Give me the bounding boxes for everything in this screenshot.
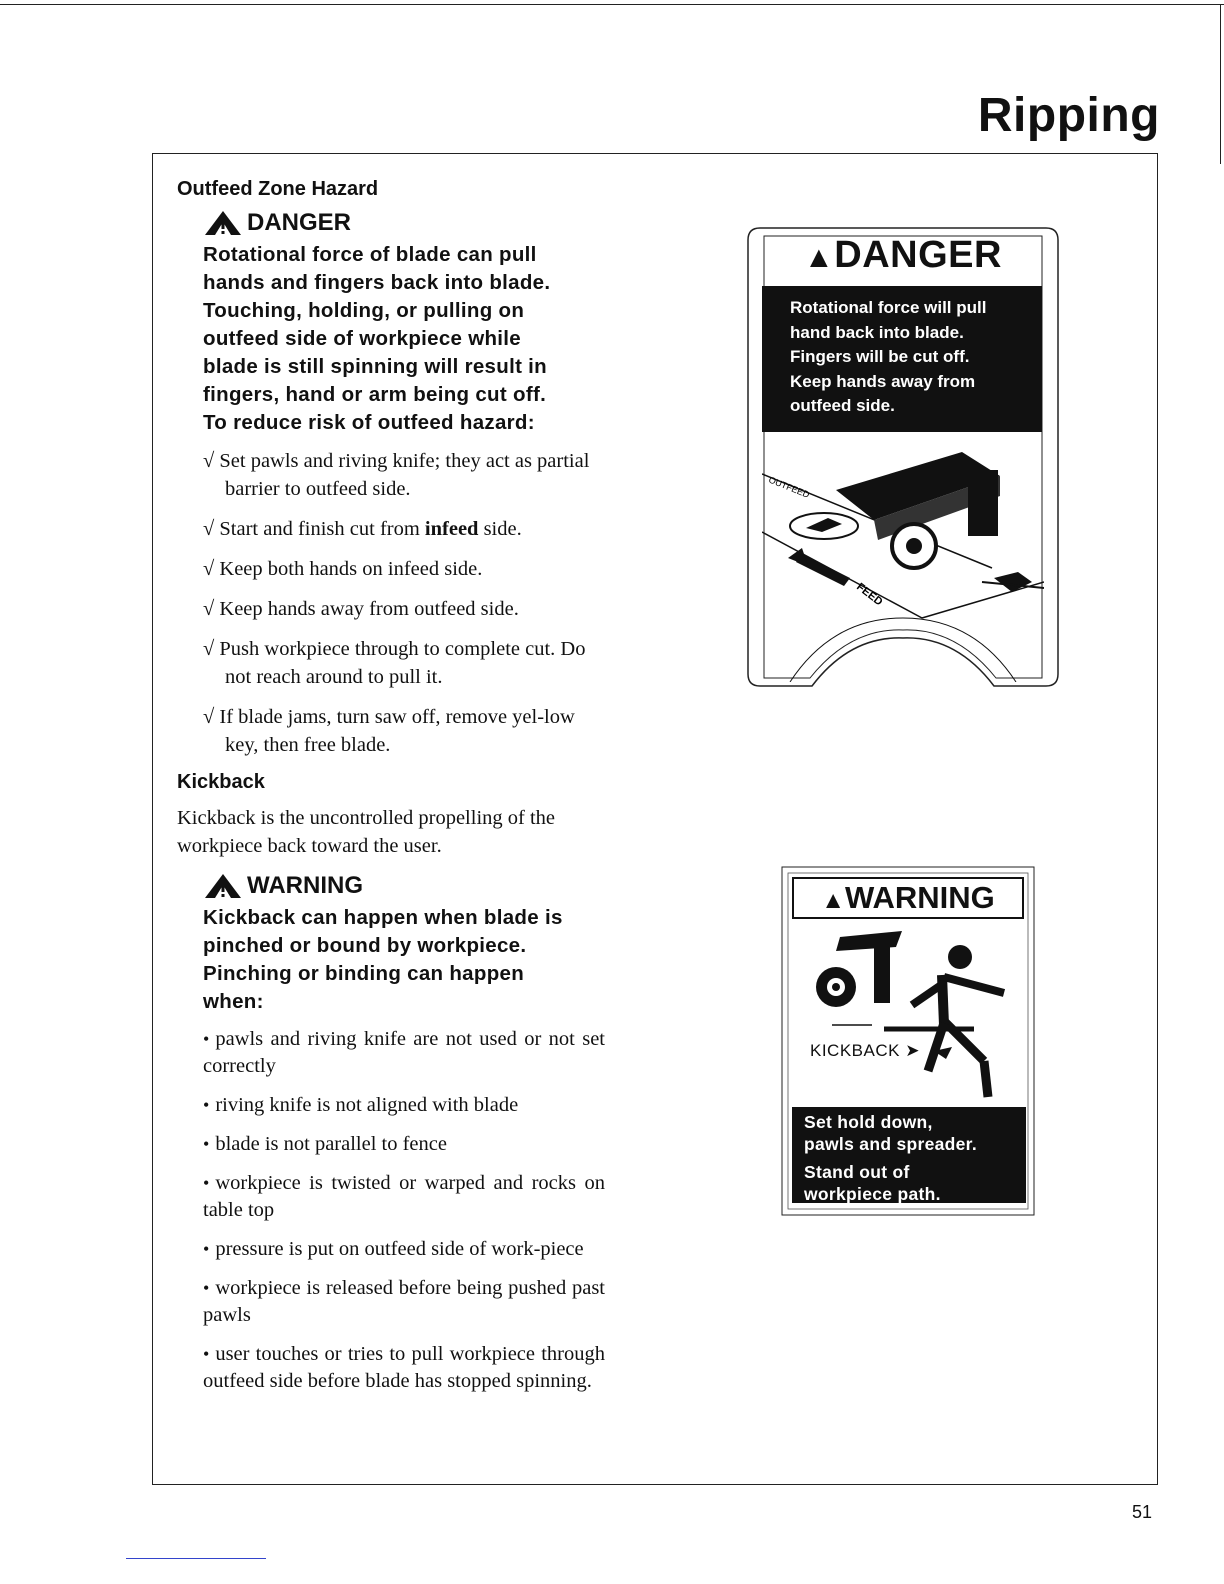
list-item bbox=[203, 703, 605, 759]
outfeed-warning-text bbox=[203, 241, 605, 437]
top-rule bbox=[0, 4, 1224, 5]
bullet: • bbox=[203, 1173, 210, 1193]
kickback-warning-text bbox=[203, 904, 605, 1016]
outfeed-warning-line: hands and fingers back into blade. bbox=[203, 271, 551, 294]
feed-art-label: FEED bbox=[854, 580, 885, 609]
kickback-art-label bbox=[810, 1041, 920, 1061]
warning-label-title bbox=[792, 877, 1024, 919]
outfeed-illustration bbox=[762, 432, 1044, 682]
list-item-text: If blade jams, turn saw off, remove yel-low key, then free blade. bbox=[219, 706, 575, 756]
alert-triangle-icon: ▲ bbox=[821, 887, 845, 914]
bullet: • bbox=[203, 1029, 210, 1049]
list-item-text: blade is not parallel to fence bbox=[215, 1133, 447, 1155]
danger-signal bbox=[203, 209, 605, 237]
danger-label-line: hand back into blade. bbox=[790, 322, 964, 342]
safety-alert-icon bbox=[203, 210, 243, 236]
outfeed-warning-line: To reduce risk of outfeed hazard: bbox=[203, 411, 535, 434]
list-item bbox=[203, 1092, 605, 1119]
outfeed-warning-line: outfeed side of workpiece while bbox=[203, 327, 522, 350]
list-item-text: Push workpiece through to complete cut. Do not reach around to pull it. bbox=[219, 638, 586, 688]
right-rule bbox=[1220, 4, 1221, 164]
warning-label-line: pawls and spreader. bbox=[804, 1134, 977, 1154]
check-mark: √ bbox=[203, 518, 215, 540]
list-item-text: pawls and riving knife are not used or not set correctly bbox=[203, 1028, 605, 1077]
kickback-warning-line: when: bbox=[203, 990, 264, 1013]
arrow-right-icon: ➤ bbox=[905, 1041, 920, 1060]
danger-label-line: outfeed side. bbox=[790, 396, 895, 415]
outfeed-art-label: OUTFEED bbox=[767, 474, 811, 500]
alert-triangle-icon: ▲ bbox=[804, 241, 835, 274]
page-number: 51 bbox=[1131, 1502, 1152, 1522]
danger-label-signal: DANGER bbox=[834, 234, 1002, 276]
warning-label-line: Set hold down, bbox=[804, 1112, 933, 1132]
kickback-warning-line: pinched or bound by workpiece. bbox=[203, 934, 527, 957]
kickback-bullets bbox=[203, 1026, 605, 1395]
list-item bbox=[203, 555, 605, 583]
list-item-text: workpiece is twisted or warped and rocks on table top bbox=[203, 1172, 605, 1221]
list-item bbox=[203, 1275, 605, 1329]
list-item-text: Keep both hands on infeed side. bbox=[219, 558, 483, 580]
outfeed-warning-line: fingers, hand or arm being cut off. bbox=[203, 383, 547, 406]
bullet: • bbox=[203, 1344, 210, 1364]
page-title: Ripping bbox=[977, 89, 1160, 142]
danger-label-title bbox=[762, 234, 1044, 277]
list-item-text: side. bbox=[478, 518, 522, 540]
list-item bbox=[203, 635, 605, 691]
kickback-warning-line: Kickback can happen when blade is bbox=[203, 906, 563, 929]
outfeed-checklist bbox=[203, 447, 605, 759]
danger-signal-word: DANGER bbox=[247, 209, 352, 236]
kickback-art-text: KICKBACK bbox=[810, 1041, 900, 1060]
list-item-text: user touches or tries to pull workpiece through outfeed side before blade has stopped spinning. bbox=[203, 1343, 605, 1392]
kickback-heading: Kickback bbox=[177, 771, 265, 793]
danger-label-line: Fingers will be cut off. bbox=[790, 347, 970, 366]
list-item bbox=[203, 1026, 605, 1080]
check-mark: √ bbox=[203, 558, 215, 580]
list-item bbox=[203, 595, 605, 623]
outfeed-warning-line: Touching, holding, or pulling on bbox=[203, 299, 525, 322]
check-mark: √ bbox=[203, 706, 215, 728]
outfeed-warning-line: blade is still spinning will result in bbox=[203, 355, 548, 378]
bullet: • bbox=[203, 1278, 210, 1298]
list-item bbox=[203, 1131, 605, 1158]
safety-alert-icon bbox=[203, 873, 243, 899]
bullet: • bbox=[203, 1134, 210, 1154]
list-item-text: pressure is put on outfeed side of work-piece bbox=[215, 1238, 584, 1260]
outfeed-heading: Outfeed Zone Hazard bbox=[177, 178, 379, 200]
list-item bbox=[203, 447, 605, 503]
danger-label-message bbox=[762, 286, 1042, 432]
list-item-text: Start and finish cut from bbox=[219, 518, 425, 540]
list-item-text: workpiece is released before being pushed past pawls bbox=[203, 1277, 605, 1326]
list-item-emphasis: infeed bbox=[424, 518, 479, 540]
warning-signal-word: WARNING bbox=[247, 872, 363, 899]
left-column bbox=[177, 178, 605, 1407]
danger-label-line: Keep hands away from bbox=[790, 371, 976, 391]
list-item-text: riving knife is not aligned with blade bbox=[215, 1094, 519, 1116]
warning-label-line: Stand out of bbox=[804, 1162, 910, 1182]
check-mark: √ bbox=[203, 450, 215, 472]
bullet: • bbox=[203, 1095, 210, 1115]
warning-label bbox=[780, 865, 1036, 1217]
outfeed-warning-line: Rotational force of blade can pull bbox=[203, 243, 537, 266]
list-item bbox=[203, 515, 605, 543]
bullet: • bbox=[203, 1239, 210, 1259]
bottom-rule bbox=[126, 1558, 266, 1559]
danger-label bbox=[746, 226, 1060, 688]
warning-label-signal: WARNING bbox=[844, 880, 995, 915]
list-item bbox=[203, 1341, 605, 1395]
list-item bbox=[203, 1236, 605, 1263]
check-mark: √ bbox=[203, 638, 215, 660]
list-item bbox=[203, 1170, 605, 1224]
warning-label-line: workpiece path. bbox=[804, 1184, 941, 1204]
kickback-warning-line: Pinching or binding can happen bbox=[203, 962, 525, 985]
list-item-text: Keep hands away from outfeed side. bbox=[219, 598, 519, 620]
kickback-illustration bbox=[792, 921, 1024, 1105]
list-item-text: Set pawls and riving knife; they act as partial barrier to outfeed side. bbox=[219, 450, 590, 500]
kickback-intro: Kickback is the uncontrolled propelling of the workpiece back toward the user. bbox=[177, 807, 556, 857]
check-mark: √ bbox=[203, 598, 215, 620]
danger-label-line: Rotational force will pull bbox=[790, 298, 987, 317]
warning-signal bbox=[203, 872, 605, 900]
warning-label-message bbox=[792, 1107, 1026, 1203]
